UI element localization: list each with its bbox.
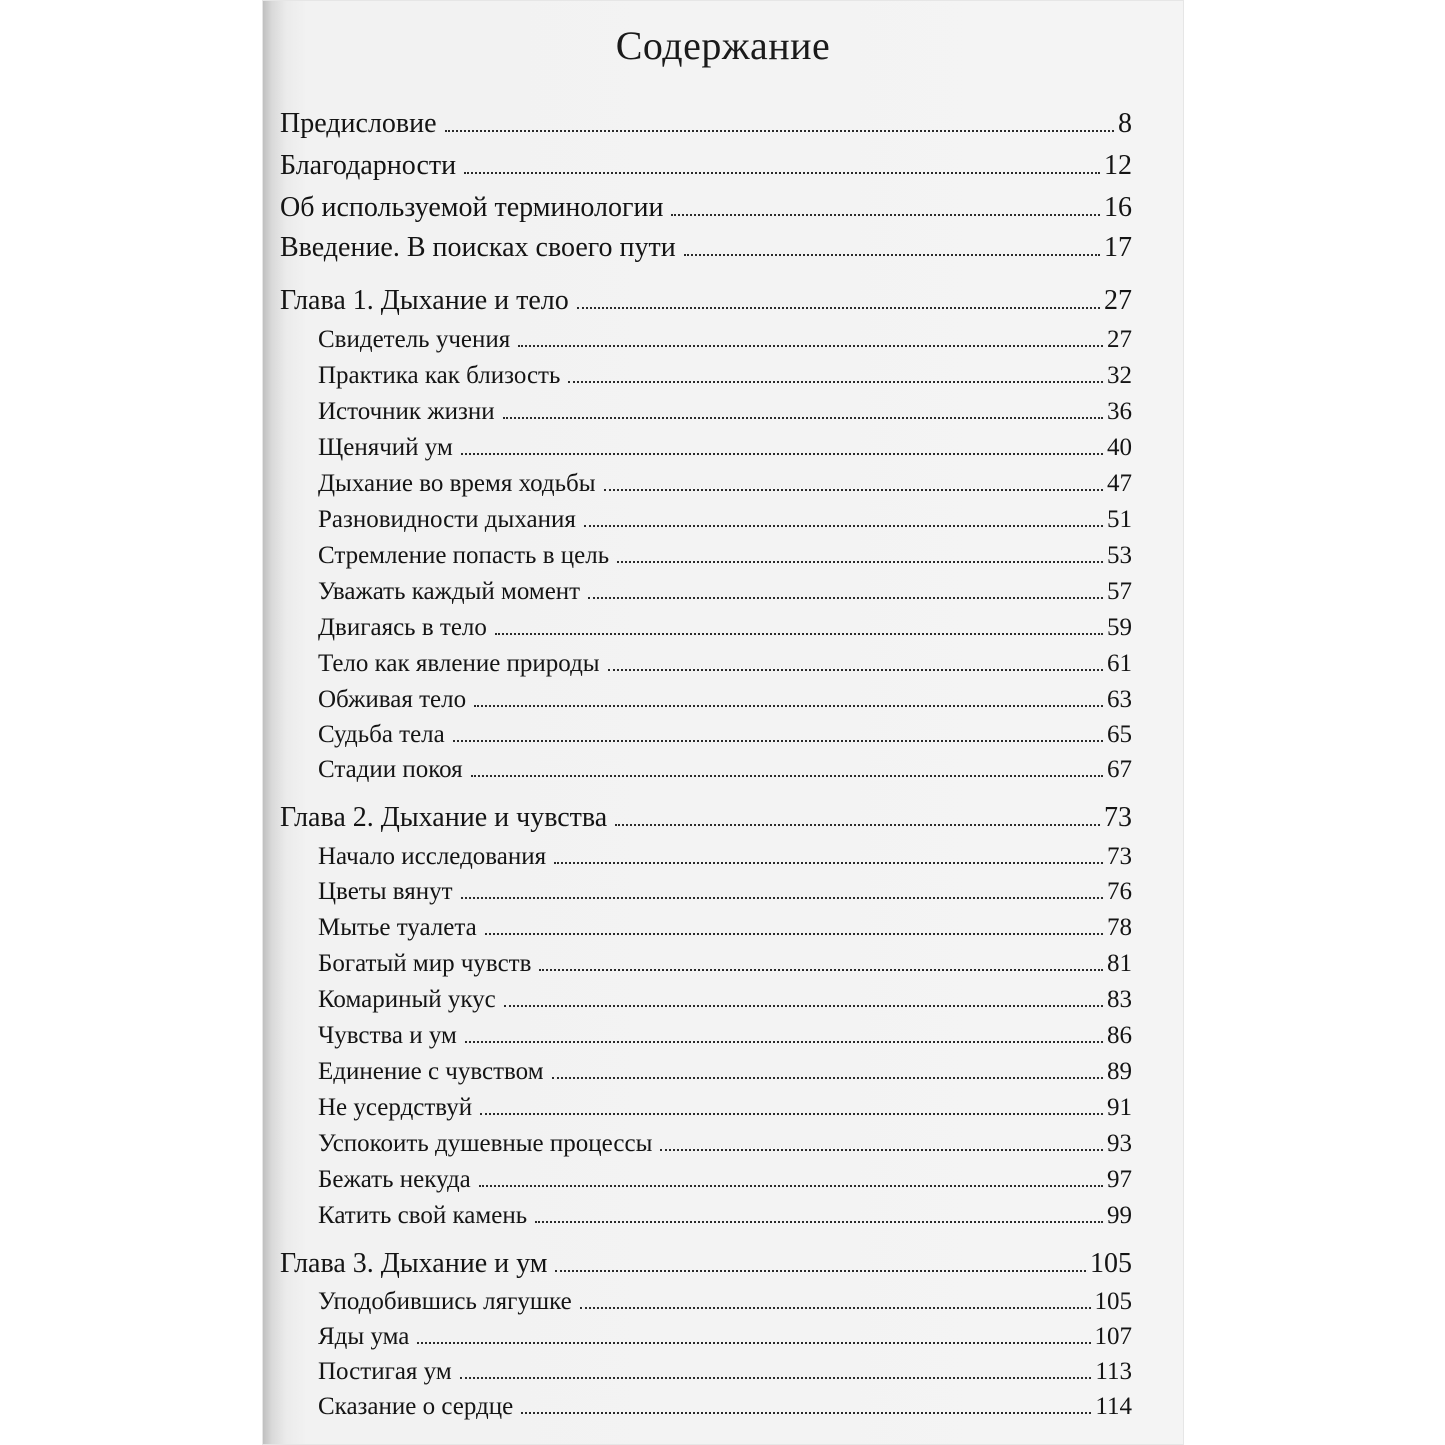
- toc-entry-page-number: 78: [1107, 914, 1132, 941]
- dot-leader: [453, 739, 1103, 742]
- dot-leader: [671, 213, 1100, 216]
- toc-subsection: [318, 1288, 1132, 1320]
- toc-section: [280, 1248, 1132, 1284]
- dot-leader: [588, 596, 1103, 599]
- toc-section: [280, 285, 1132, 321]
- toc-section: [280, 232, 1132, 268]
- toc-entry-label: Глава 2. Дыхание и чувства: [280, 802, 608, 833]
- toc-subsection: [318, 1202, 1132, 1234]
- book-page: [262, 0, 1184, 1445]
- dot-leader: [584, 524, 1103, 527]
- toc-section: [280, 108, 1132, 144]
- dot-leader: [660, 1148, 1103, 1151]
- toc-entry-page-number: 67: [1107, 756, 1132, 783]
- toc-entry-page-number: 27: [1107, 326, 1132, 353]
- toc-entry-label: Стремление попасть в цель: [318, 542, 610, 569]
- dot-leader: [552, 1076, 1103, 1079]
- toc-entry-label: Катить свой камень: [318, 1202, 528, 1229]
- toc-entry-page-number: 27: [1104, 285, 1132, 316]
- toc-subsection: [318, 1166, 1132, 1198]
- toc-entry-label: Судьба тела: [318, 721, 445, 748]
- toc-subsection: [318, 1358, 1132, 1390]
- dot-leader: [518, 344, 1103, 347]
- toc-entry-page-number: 51: [1107, 506, 1132, 533]
- toc-entry-page-number: 107: [1094, 1323, 1132, 1350]
- toc-entry-label: Стадии покоя: [318, 756, 463, 783]
- toc-subsection: [318, 756, 1132, 788]
- toc-entry-label: Свидетель учения: [318, 326, 511, 353]
- dot-leader: [460, 1376, 1092, 1379]
- toc-entry-page-number: 53: [1107, 542, 1132, 569]
- toc-entry-page-number: 57: [1107, 578, 1132, 605]
- dot-leader: [617, 560, 1103, 563]
- toc-entry-label: Источник жизни: [318, 398, 495, 425]
- dot-leader: [474, 704, 1103, 707]
- toc-entry-page-number: 40: [1107, 434, 1132, 461]
- toc-entry-page-number: 86: [1107, 1022, 1132, 1049]
- toc-entry-page-number: 63: [1107, 686, 1132, 713]
- table-of-contents: [262, 0, 1184, 1445]
- toc-entry-page-number: 16: [1104, 192, 1132, 223]
- page-title: Содержание: [615, 23, 831, 68]
- dot-leader: [554, 861, 1103, 864]
- toc-entry-label: Успокоить душевные процессы: [318, 1130, 653, 1157]
- toc-subsection: [318, 1323, 1132, 1355]
- toc-entry-label: Дыхание во время ходьбы: [318, 470, 596, 497]
- toc-entry-label: Комариный укус: [318, 986, 496, 1013]
- toc-entry-label: Уподобившись лягушке: [318, 1288, 572, 1315]
- toc-entry-page-number: 89: [1107, 1058, 1132, 1085]
- dot-leader: [555, 1269, 1086, 1272]
- dot-leader: [445, 129, 1114, 132]
- toc-entry-label: Двигаясь в тело: [318, 614, 487, 641]
- toc-section: [280, 802, 1132, 838]
- dot-leader: [577, 306, 1100, 309]
- dot-leader: [615, 823, 1100, 826]
- toc-subsection: [318, 506, 1132, 538]
- toc-entry-label: Разновидности дыхания: [318, 506, 576, 533]
- toc-entry-page-number: 12: [1104, 150, 1132, 181]
- toc-subsection: [318, 578, 1132, 610]
- dot-leader: [568, 380, 1103, 383]
- toc-subsection: [318, 398, 1132, 430]
- toc-entry-label: Бежать некуда: [318, 1166, 471, 1193]
- toc-entry-label: Обживая тело: [318, 686, 467, 713]
- toc-entry-page-number: 114: [1095, 1393, 1132, 1420]
- dot-leader: [417, 1341, 1090, 1344]
- toc-entry-page-number: 91: [1107, 1094, 1132, 1121]
- toc-entry-label: Введение. В поисках своего пути: [280, 232, 676, 263]
- dot-leader: [485, 932, 1103, 935]
- toc-entry-page-number: 113: [1095, 1358, 1132, 1385]
- toc-entry-label: Практика как близость: [318, 362, 561, 389]
- toc-subsection: [318, 914, 1132, 946]
- toc-entry-page-number: 32: [1107, 362, 1132, 389]
- toc-entry-page-number: 8: [1118, 108, 1132, 139]
- toc-subsection: [318, 686, 1132, 718]
- toc-entry-page-number: 83: [1107, 986, 1132, 1013]
- toc-entry-page-number: 73: [1104, 802, 1132, 833]
- dot-leader: [461, 896, 1103, 899]
- toc-entry-label: Уважать каждый момент: [318, 578, 581, 605]
- dot-leader: [684, 253, 1100, 256]
- toc-entry-page-number: 81: [1107, 950, 1132, 977]
- toc-entry-page-number: 36: [1107, 398, 1132, 425]
- toc-entry-page-number: 73: [1107, 843, 1132, 870]
- toc-entry-label: Не усердствуй: [318, 1094, 473, 1121]
- toc-subsection: [318, 1393, 1132, 1425]
- dot-leader: [471, 774, 1103, 777]
- dot-leader: [535, 1220, 1103, 1223]
- toc-entry-label: Мытье туалета: [318, 914, 477, 941]
- toc-entry-label: Об используемой терминологии: [280, 192, 664, 223]
- dot-leader: [608, 668, 1103, 671]
- toc-entry-label: Цветы вянут: [318, 878, 453, 905]
- toc-subsection: [318, 470, 1132, 502]
- toc-subsection: [318, 650, 1132, 682]
- toc-subsection: [318, 362, 1132, 394]
- toc-subsection: [318, 1094, 1132, 1126]
- dot-leader: [521, 1411, 1091, 1414]
- toc-subsection: [318, 614, 1132, 646]
- toc-subsection: [318, 1058, 1132, 1090]
- toc-entry-page-number: 59: [1107, 614, 1132, 641]
- toc-subsection: [318, 950, 1132, 982]
- toc-section: [280, 150, 1132, 186]
- toc-entry-label: Благодарности: [280, 150, 457, 181]
- toc-entry-label: Щенячий ум: [318, 434, 453, 461]
- toc-entry-label: Чувства и ум: [318, 1022, 457, 1049]
- toc-entry-label: Глава 3. Дыхание и ум: [280, 1248, 548, 1279]
- toc-subsection: [318, 326, 1132, 358]
- toc-entry-page-number: 105: [1090, 1248, 1132, 1279]
- dot-leader: [464, 171, 1100, 174]
- dot-leader: [604, 488, 1103, 491]
- toc-entry-page-number: 93: [1107, 1130, 1132, 1157]
- toc-entry-page-number: 105: [1094, 1288, 1132, 1315]
- toc-entry-page-number: 61: [1107, 650, 1132, 677]
- toc-entry-page-number: 65: [1107, 721, 1132, 748]
- dot-leader: [479, 1184, 1103, 1187]
- toc-subsection: [318, 542, 1132, 574]
- toc-subsection: [318, 1022, 1132, 1054]
- dot-leader: [461, 452, 1103, 455]
- toc-section: [280, 192, 1132, 228]
- dot-leader: [503, 416, 1103, 419]
- dot-leader: [465, 1040, 1103, 1043]
- toc-entry-page-number: 47: [1107, 470, 1132, 497]
- toc-entry-label: Предисловие: [280, 108, 437, 139]
- toc-entry-page-number: 76: [1107, 878, 1132, 905]
- dot-leader: [539, 968, 1103, 971]
- dot-leader: [495, 632, 1103, 635]
- dot-leader: [504, 1004, 1103, 1007]
- dot-leader: [580, 1306, 1091, 1309]
- dot-leader: [480, 1112, 1103, 1115]
- toc-entry-label: Постигая ум: [318, 1358, 452, 1385]
- toc-entry-label: Единение с чувством: [318, 1058, 544, 1085]
- toc-subsection: [318, 878, 1132, 910]
- toc-subsection: [318, 986, 1132, 1018]
- toc-entry-label: Глава 1. Дыхание и тело: [280, 285, 569, 316]
- toc-subsection: [318, 434, 1132, 466]
- toc-entry-label: Яды ума: [318, 1323, 410, 1350]
- toc-subsection: [318, 843, 1132, 875]
- toc-entry-page-number: 97: [1107, 1166, 1132, 1193]
- toc-subsection: [318, 721, 1132, 753]
- toc-entry-label: Тело как явление природы: [318, 650, 600, 677]
- toc-entry-label: Начало исследования: [318, 843, 547, 870]
- toc-entry-label: Богатый мир чувств: [318, 950, 532, 977]
- toc-entry-page-number: 99: [1107, 1202, 1132, 1229]
- toc-entry-page-number: 17: [1104, 232, 1132, 263]
- toc-entry-label: Сказание о сердце: [318, 1393, 514, 1420]
- toc-subsection: [318, 1130, 1132, 1162]
